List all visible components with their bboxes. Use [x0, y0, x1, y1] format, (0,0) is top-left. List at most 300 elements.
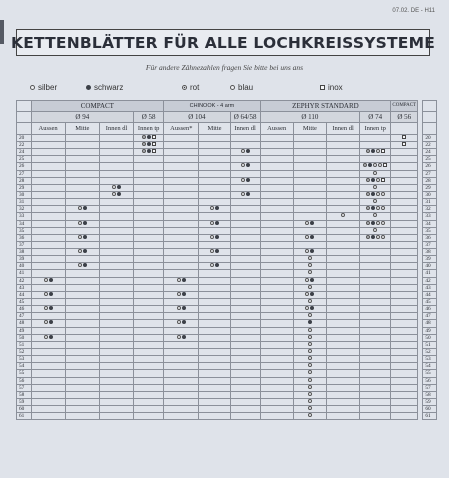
black-circle-icon — [310, 292, 314, 296]
availability-cell — [230, 142, 260, 149]
availability-cell — [391, 177, 418, 184]
black-circle-icon — [49, 335, 53, 339]
silver-circle-icon — [78, 249, 82, 253]
availability-cell — [199, 320, 230, 327]
availability-cell — [326, 341, 359, 348]
availability-cell — [65, 298, 99, 305]
black-circle-icon — [117, 192, 121, 196]
availability-cell — [391, 370, 418, 377]
tooth-count-right: 33 — [423, 213, 437, 220]
black-circle-icon — [215, 263, 219, 267]
corner-cell — [423, 101, 437, 112]
inox-square-icon — [152, 135, 156, 139]
tooth-count-right: 29 — [423, 184, 437, 191]
silver-circle-icon — [44, 335, 48, 339]
availability-cell — [199, 277, 230, 284]
availability-cell — [99, 356, 133, 363]
silver-circle-icon — [308, 363, 312, 367]
availability-cell — [293, 284, 326, 291]
availability-cell — [134, 291, 164, 298]
availability-cell — [326, 142, 359, 149]
availability-cell — [360, 163, 391, 170]
legend-item-schwarz — [86, 83, 123, 92]
availability-cell — [65, 142, 99, 149]
availability-cell — [326, 199, 359, 206]
availability-cell — [99, 277, 133, 284]
availability-cell — [293, 320, 326, 327]
tooth-count-right: 28 — [423, 177, 437, 184]
availability-cell — [199, 291, 230, 298]
table-row — [17, 313, 437, 320]
availability-cell — [391, 206, 418, 213]
availability-cell — [65, 177, 99, 184]
black-circle-icon — [49, 306, 53, 310]
availability-cell — [65, 370, 99, 377]
filled-circle-icon — [86, 85, 91, 90]
availability-cell — [65, 277, 99, 284]
tooth-count: 30 — [17, 191, 32, 198]
availability-cell — [326, 356, 359, 363]
availability-cell — [360, 406, 391, 413]
availability-cell — [99, 398, 133, 405]
availability-cell — [360, 263, 391, 270]
availability-cell — [360, 206, 391, 213]
availability-cell — [164, 156, 199, 163]
availability-cell — [391, 135, 418, 142]
availability-cell — [99, 327, 133, 334]
tooth-count: 49 — [17, 327, 32, 334]
black-circle-icon — [371, 235, 375, 239]
availability-cell — [164, 248, 199, 255]
availability-cell — [391, 220, 418, 227]
availability-cell — [134, 398, 164, 405]
availability-cell — [293, 363, 326, 370]
availability-cell — [65, 263, 99, 270]
availability-cell — [31, 277, 65, 284]
column-header: Mitte — [65, 123, 99, 135]
silver-circle-icon — [308, 399, 312, 403]
table-row — [17, 206, 437, 213]
availability-cell — [31, 156, 65, 163]
availability-cell — [164, 356, 199, 363]
silver-circle-icon — [308, 263, 312, 267]
availability-cell — [134, 277, 164, 284]
table-row — [17, 398, 437, 405]
table-row — [17, 363, 437, 370]
availability-cell — [360, 306, 391, 313]
table-row — [17, 341, 437, 348]
tooth-count-right: 34 — [423, 220, 437, 227]
availability-cell — [391, 384, 418, 391]
availability-cell — [65, 213, 99, 220]
availability-cell — [164, 206, 199, 213]
availability-cell — [199, 363, 230, 370]
tooth-count: 38 — [17, 248, 32, 255]
corner-cell — [17, 101, 32, 112]
availability-cell — [230, 320, 260, 327]
table-row — [17, 334, 437, 341]
availability-cell — [230, 234, 260, 241]
silver-circle-icon — [210, 263, 214, 267]
availability-cell — [199, 227, 230, 234]
inox-square-icon — [152, 149, 156, 153]
silver-circle-icon — [210, 221, 214, 225]
availability-cell — [326, 256, 359, 263]
availability-cell — [31, 363, 65, 370]
availability-cell — [391, 306, 418, 313]
availability-cell — [326, 391, 359, 398]
table-row — [17, 270, 437, 277]
availability-cell — [360, 213, 391, 220]
availability-cell — [326, 206, 359, 213]
square-icon — [320, 85, 325, 90]
availability-cell — [199, 398, 230, 405]
availability-cell — [260, 135, 293, 142]
availability-cell — [230, 398, 260, 405]
black-circle-icon — [147, 142, 151, 146]
availability-cell — [293, 377, 326, 384]
silver-circle-icon — [177, 292, 181, 296]
availability-cell — [99, 135, 133, 142]
tooth-count-right: 55 — [423, 370, 437, 377]
tooth-count: 46 — [17, 306, 32, 313]
tooth-count-right: 42 — [423, 277, 437, 284]
tooth-count: 29 — [17, 184, 32, 191]
availability-cell — [199, 313, 230, 320]
availability-cell — [31, 291, 65, 298]
availability-cell — [99, 406, 133, 413]
availability-cell — [360, 220, 391, 227]
availability-cell — [199, 370, 230, 377]
silver-circle-icon — [305, 278, 309, 282]
silver-circle-icon — [305, 306, 309, 310]
black-circle-icon — [371, 221, 375, 225]
availability-cell — [199, 334, 230, 341]
black-circle-icon — [147, 149, 151, 153]
availability-cell — [164, 213, 199, 220]
availability-cell — [164, 291, 199, 298]
tooth-count: 47 — [17, 313, 32, 320]
tooth-count: 34 — [17, 220, 32, 227]
red-dot-circle-icon — [366, 221, 370, 225]
silver-circle-icon — [373, 213, 377, 217]
availability-cell — [31, 334, 65, 341]
availability-cell — [293, 384, 326, 391]
tooth-count: 53 — [17, 356, 32, 363]
availability-cell — [134, 270, 164, 277]
availability-cell — [65, 191, 99, 198]
availability-cell — [65, 320, 99, 327]
availability-cell — [99, 391, 133, 398]
availability-cell — [360, 270, 391, 277]
availability-cell — [65, 170, 99, 177]
silver-circle-icon — [308, 328, 312, 332]
availability-cell — [99, 334, 133, 341]
tooth-count-right: 51 — [423, 341, 437, 348]
availability-cell — [326, 291, 359, 298]
availability-cell — [293, 170, 326, 177]
availability-cell — [65, 348, 99, 355]
availability-cell — [99, 377, 133, 384]
availability-cell — [65, 327, 99, 334]
silver-circle-icon — [378, 163, 382, 167]
availability-cell — [134, 391, 164, 398]
table-row — [17, 199, 437, 206]
availability-cell — [65, 377, 99, 384]
table-row — [17, 184, 437, 191]
availability-cell — [134, 177, 164, 184]
availability-cell — [31, 256, 65, 263]
tooth-count-right: 36 — [423, 234, 437, 241]
availability-cell — [360, 334, 391, 341]
availability-cell — [391, 298, 418, 305]
availability-cell — [199, 163, 230, 170]
tooth-count: 32 — [17, 206, 32, 213]
availability-cell — [391, 363, 418, 370]
silver-circle-icon — [373, 185, 377, 189]
column-header: Innen dl — [326, 123, 359, 135]
black-circle-icon — [215, 206, 219, 210]
tooth-count-right: 32 — [423, 206, 437, 213]
tooth-count: 25 — [17, 156, 32, 163]
availability-cell — [134, 184, 164, 191]
availability-cell — [391, 170, 418, 177]
availability-cell — [134, 149, 164, 156]
availability-cell — [199, 306, 230, 313]
availability-cell — [360, 356, 391, 363]
availability-cell — [230, 135, 260, 142]
availability-cell — [199, 298, 230, 305]
table-row — [17, 177, 437, 184]
availability-cell — [326, 263, 359, 270]
silver-circle-icon — [210, 206, 214, 210]
availability-cell — [164, 220, 199, 227]
availability-cell — [31, 270, 65, 277]
availability-cell — [65, 270, 99, 277]
availability-cell — [326, 406, 359, 413]
tooth-count-right: 27 — [423, 170, 437, 177]
availability-cell — [260, 413, 293, 420]
silver-circle-icon — [373, 163, 377, 167]
availability-cell — [31, 327, 65, 334]
availability-cell — [31, 348, 65, 355]
availability-cell — [326, 163, 359, 170]
availability-cell — [391, 213, 418, 220]
availability-cell — [99, 348, 133, 355]
table-row — [17, 263, 437, 270]
availability-cell — [31, 384, 65, 391]
availability-cell — [164, 391, 199, 398]
availability-cell — [99, 170, 133, 177]
silver-circle-icon — [112, 185, 116, 189]
availability-cell — [360, 413, 391, 420]
availability-cell — [164, 177, 199, 184]
availability-cell — [230, 327, 260, 334]
availability-cell — [360, 384, 391, 391]
availability-cell — [199, 177, 230, 184]
silver-circle-icon — [210, 235, 214, 239]
black-circle-icon — [310, 306, 314, 310]
silver-circle-icon — [177, 306, 181, 310]
availability-cell — [360, 320, 391, 327]
tooth-count: 27 — [17, 170, 32, 177]
black-circle-icon — [246, 149, 250, 153]
availability-cell — [164, 142, 199, 149]
availability-cell — [65, 163, 99, 170]
availability-cell — [293, 298, 326, 305]
availability-cell — [199, 149, 230, 156]
availability-cell — [360, 156, 391, 163]
black-circle-icon — [182, 320, 186, 324]
availability-cell — [199, 206, 230, 213]
availability-cell — [230, 184, 260, 191]
table-row — [17, 356, 437, 363]
tooth-count: 58 — [17, 391, 32, 398]
availability-cell — [326, 363, 359, 370]
red-dot-circle-icon — [366, 149, 370, 153]
black-circle-icon — [182, 335, 186, 339]
availability-cell — [164, 377, 199, 384]
silver-circle-icon — [376, 178, 380, 182]
tooth-count: 39 — [17, 256, 32, 263]
tooth-count-right: 49 — [423, 327, 437, 334]
availability-cell — [293, 191, 326, 198]
tooth-count: 22 — [17, 142, 32, 149]
availability-cell — [230, 334, 260, 341]
silver-circle-icon — [376, 221, 380, 225]
column-header-row — [17, 123, 437, 135]
availability-cell — [31, 206, 65, 213]
silver-circle-icon — [177, 320, 181, 324]
tooth-count: 60 — [17, 406, 32, 413]
tooth-count: 45 — [17, 298, 32, 305]
tooth-count: 51 — [17, 341, 32, 348]
availability-cell — [293, 391, 326, 398]
availability-cell — [391, 234, 418, 241]
availability-cell — [260, 156, 293, 163]
availability-cell — [65, 149, 99, 156]
silver-circle-icon — [241, 149, 245, 153]
column-header: Mitte — [199, 123, 230, 135]
availability-cell — [65, 406, 99, 413]
corner-cell — [423, 123, 437, 135]
availability-cell — [65, 334, 99, 341]
table-row — [17, 191, 437, 198]
tooth-count: 55 — [17, 370, 32, 377]
availability-cell — [99, 177, 133, 184]
table-row — [17, 256, 437, 263]
availability-cell — [199, 348, 230, 355]
availability-cell — [31, 199, 65, 206]
availability-cell — [360, 391, 391, 398]
tooth-count: 42 — [17, 277, 32, 284]
legend-label: blau — [238, 83, 254, 92]
table-row — [17, 149, 437, 156]
group-compact: COMPACT — [31, 101, 164, 112]
availability-cell — [260, 206, 293, 213]
availability-cell — [65, 206, 99, 213]
availability-cell — [134, 341, 164, 348]
tooth-count-right: 41 — [423, 270, 437, 277]
column-header: Aussen* — [164, 123, 199, 135]
availability-cell — [134, 135, 164, 142]
availability-cell — [391, 406, 418, 413]
availability-cell — [391, 248, 418, 255]
availability-cell — [293, 313, 326, 320]
availability-cell — [134, 363, 164, 370]
availability-cell — [164, 370, 199, 377]
availability-cell — [260, 277, 293, 284]
silver-circle-icon — [373, 228, 377, 232]
black-circle-icon — [368, 163, 372, 167]
availability-cell — [65, 313, 99, 320]
tooth-count: 56 — [17, 377, 32, 384]
availability-cell — [391, 142, 418, 149]
availability-cell — [293, 356, 326, 363]
availability-cell — [260, 213, 293, 220]
availability-cell — [230, 206, 260, 213]
black-circle-icon — [49, 292, 53, 296]
table-row — [17, 391, 437, 398]
availability-cell — [391, 320, 418, 327]
availability-cell — [164, 199, 199, 206]
availability-cell — [99, 227, 133, 234]
silver-circle-icon — [381, 192, 385, 196]
inox-square-icon — [381, 178, 385, 182]
availability-cell — [134, 313, 164, 320]
availability-cell — [164, 191, 199, 198]
silver-circle-icon — [308, 385, 312, 389]
availability-cell — [199, 170, 230, 177]
group-compact-right: COMPACT — [391, 101, 418, 112]
availability-cell — [230, 213, 260, 220]
silver-circle-icon — [305, 292, 309, 296]
availability-cell — [134, 213, 164, 220]
availability-cell — [31, 142, 65, 149]
table-row — [17, 306, 437, 313]
availability-cell — [326, 270, 359, 277]
availability-cell — [293, 234, 326, 241]
availability-cell — [326, 241, 359, 248]
availability-cell — [230, 256, 260, 263]
availability-cell — [293, 135, 326, 142]
availability-cell — [326, 227, 359, 234]
availability-cell — [65, 241, 99, 248]
availability-cell — [31, 391, 65, 398]
availability-cell — [326, 384, 359, 391]
inox-square-icon — [383, 163, 387, 167]
table-row — [17, 406, 437, 413]
title-box — [11, 29, 435, 56]
availability-cell — [326, 220, 359, 227]
availability-cell — [99, 370, 133, 377]
availability-cell — [293, 398, 326, 405]
silver-circle-icon — [308, 299, 312, 303]
diameter-94: Ø 94 — [31, 112, 134, 123]
availability-cell — [326, 184, 359, 191]
availability-cell — [260, 377, 293, 384]
color-legend — [30, 83, 429, 93]
availability-cell — [31, 341, 65, 348]
availability-cell — [326, 377, 359, 384]
availability-cell — [391, 348, 418, 355]
black-circle-icon — [49, 320, 53, 324]
availability-cell — [230, 370, 260, 377]
availability-cell — [260, 199, 293, 206]
silver-circle-icon — [44, 278, 48, 282]
availability-cell — [326, 156, 359, 163]
availability-cell — [31, 149, 65, 156]
